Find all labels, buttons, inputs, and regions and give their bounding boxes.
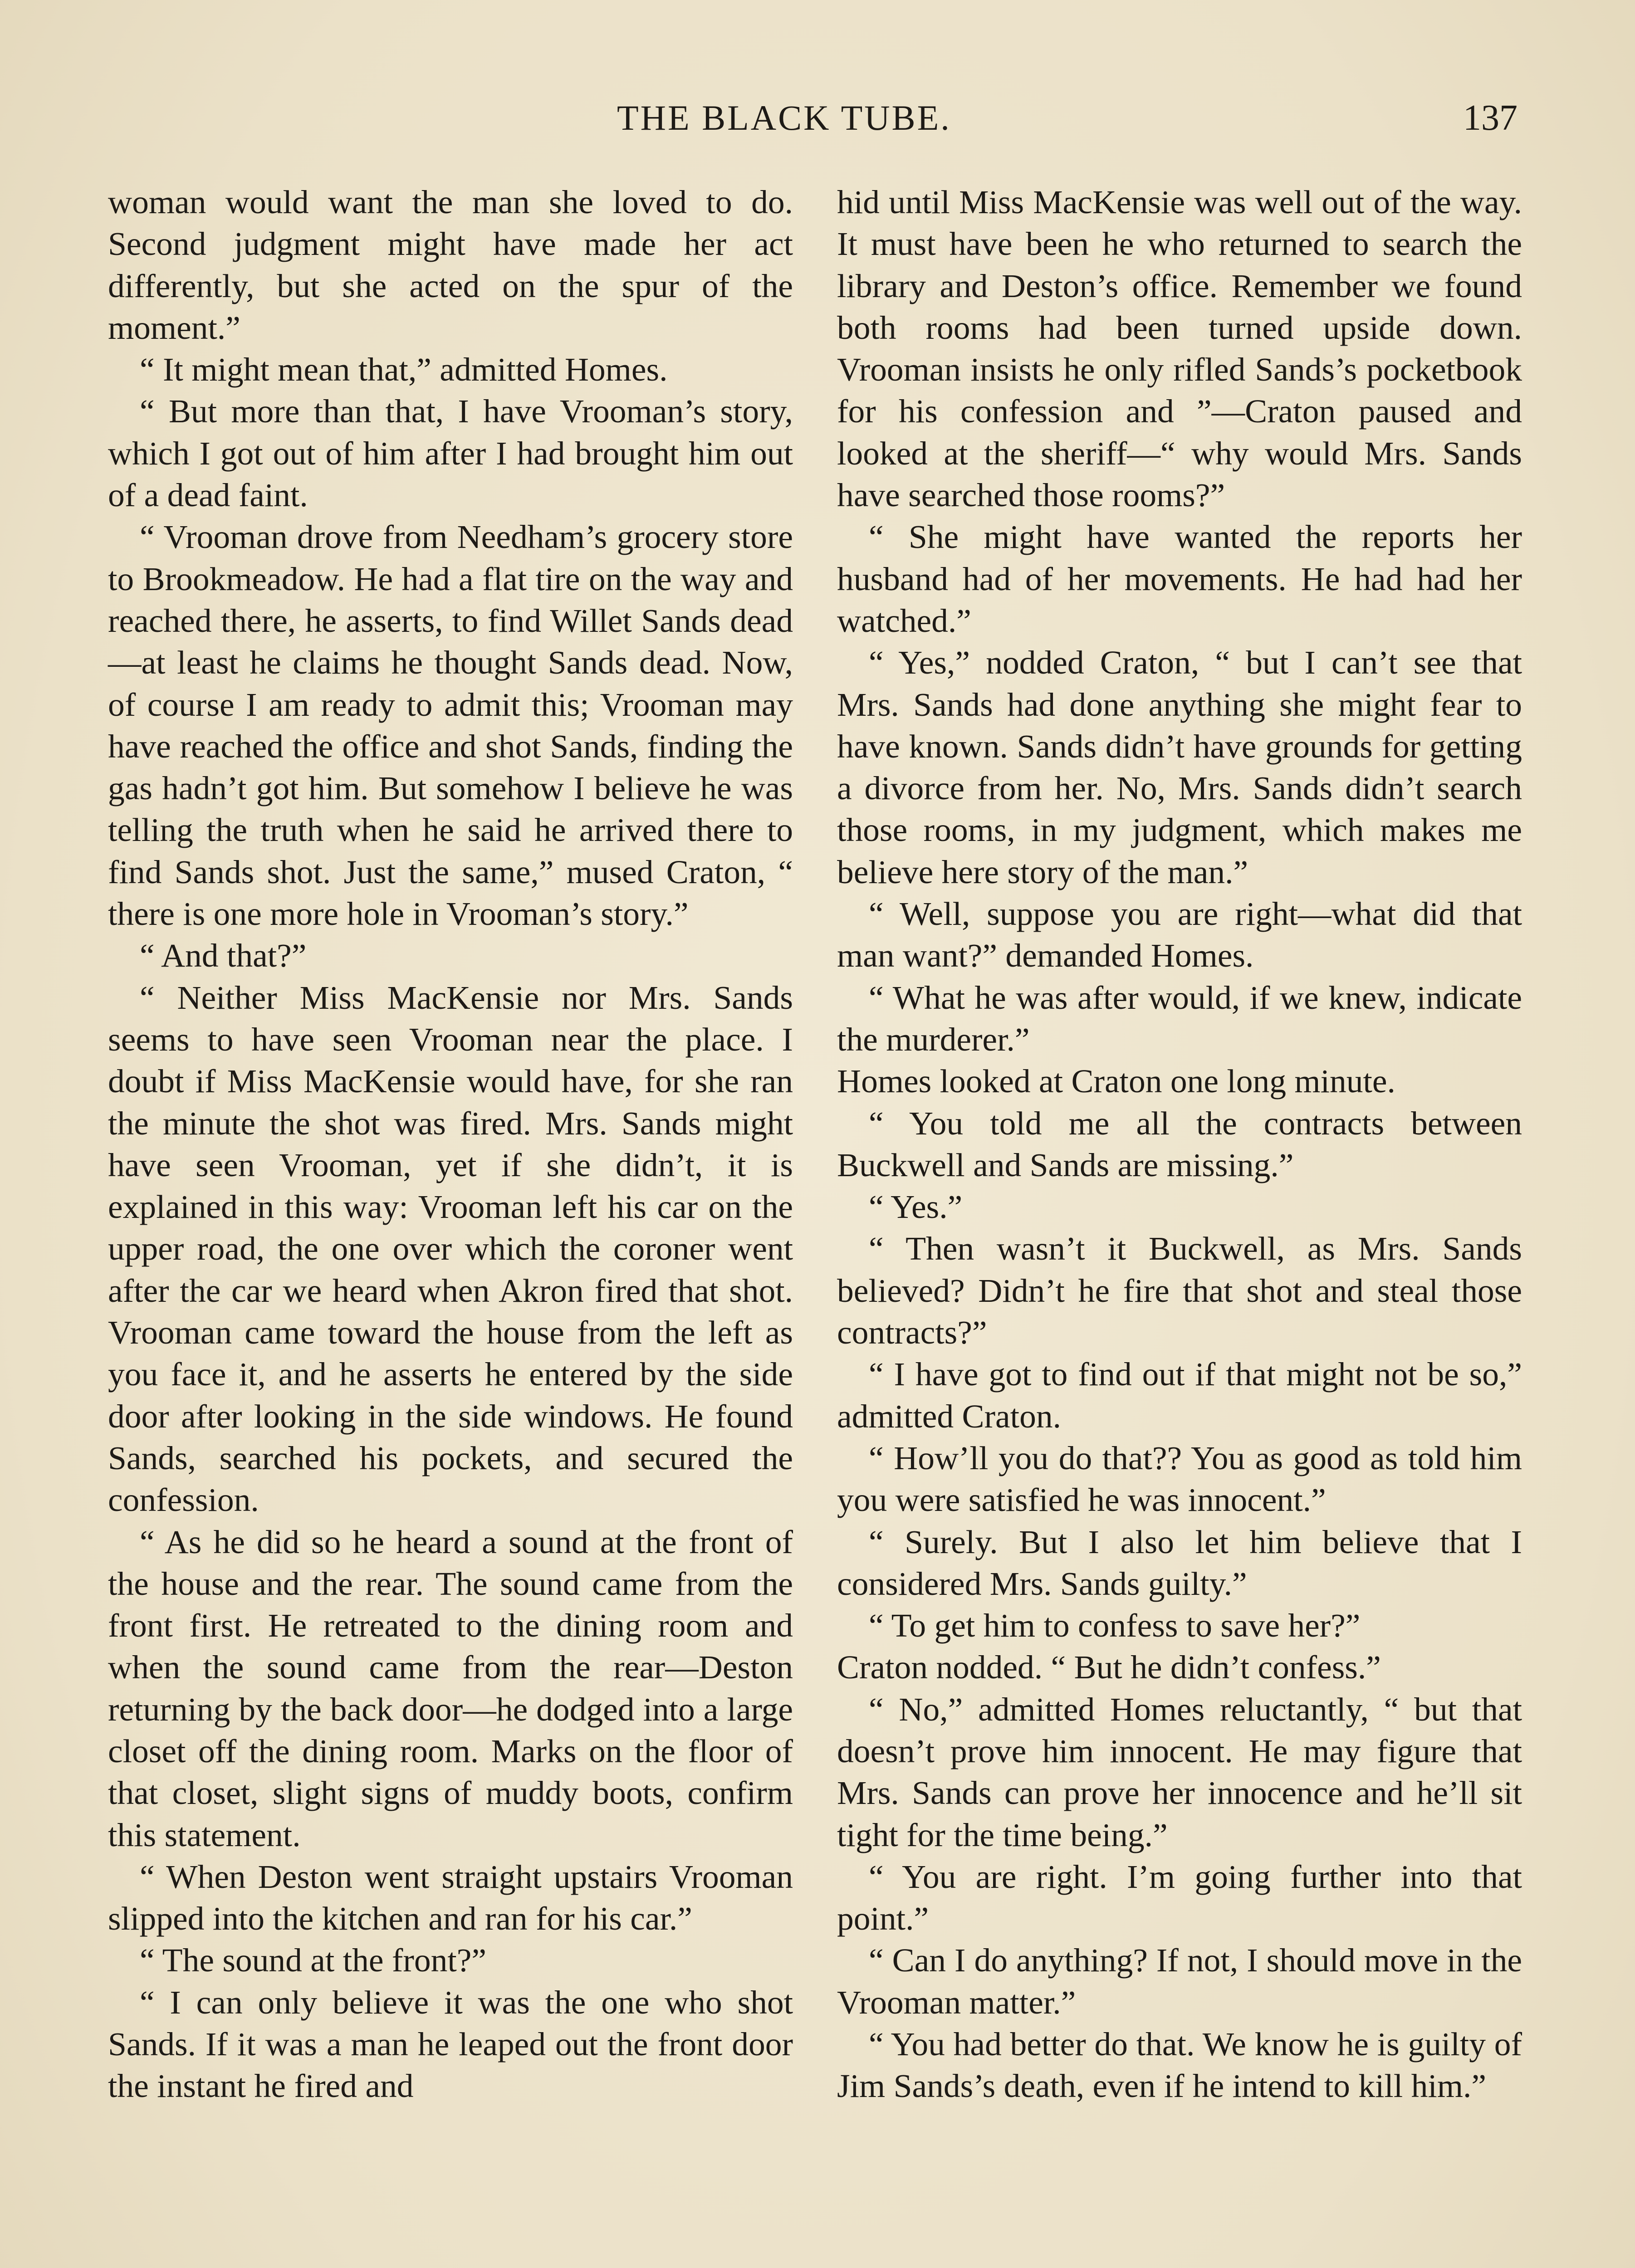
paragraph: Homes looked at Craton one long minute. <box>837 1063 1395 1100</box>
paragraph: “ As he did so he heard a sound at the front of the house and the rear. The sound came from the front first. He retreated to the dining room and when the sound came from the rear—Deston returning by the back door—he dodged into a large closet off the dining room. Marks on the floor of that closet, slight signs of muddy boots, confirm this statement. <box>108 1523 793 1853</box>
paragraph: “ And that?” <box>140 937 307 974</box>
paragraph: “ Yes.” <box>869 1188 963 1226</box>
paragraph: hid until Miss MacKensie was well out of the way. It must have been he who returned to search the library and Deston’s office. Remember we found both rooms had been turned upside down. Vrooman insists he only rifled Sands’s pocketbook for his confession and ”—Craton paused and looked at the sheriff—“ why would Mrs. Sands have searched those rooms?” <box>837 184 1522 514</box>
paragraph: “ You told me all the contracts between Buckwell and Sands are missing.” <box>837 1105 1522 1183</box>
paragraph: “ Then wasn’t it Buckwell, as Mrs. Sands believed? Didn’t he fire that shot and steal those contracts?” <box>837 1230 1522 1351</box>
running-head: THE BLACK TUBE. <box>617 98 951 137</box>
paragraph: “ To get him to confess to save her?” <box>869 1607 1361 1644</box>
page-number: 137 <box>1463 98 1518 138</box>
paragraph: “ You had better do that. We know he is guilty of Jim Sands’s death, even if he intend to kill him.” <box>837 2026 1522 2105</box>
paragraph: “ I have got to find out if that might not be so,” admitted Craton. <box>837 1356 1522 1435</box>
paragraph: “ Well, suppose you are right—what did that man want?” demanded Homes. <box>837 895 1522 974</box>
paragraph: “ What he was after would, if we knew, indicate the murderer.” <box>837 979 1522 1058</box>
paragraph: “ How’ll you do that?? You as good as told him you were satisfied he was innocent.” <box>837 1439 1522 1519</box>
paragraph: “ No,” admitted Homes reluctantly, “ but that doesn’t prove him innocent. He may figure that Mrs. Sands can prove her innocence and he’ll sit tight for the time being.” <box>837 1691 1522 1853</box>
paragraph: “ The sound at the front?” <box>140 1942 486 1979</box>
paragraph: “ She might have wanted the reports her husband had of her movements. He had had her watched.” <box>837 518 1522 639</box>
paragraph: “ Neither Miss MacKensie nor Mrs. Sands seems to have seen Vrooman near the place. I doubt if Miss MacKensie would have, for she ran the minute the shot was fired. Mrs. Sands might have seen Vrooman, yet if she didn’t, it is explained in this way: Vrooman left his car on the upper road, the one over which the coroner went after the car we heard when Akron fired that shot. Vrooman came toward the house from the left as you face it, and he asserts he entered by the side door after looking in the side windows. He found Sands, searched his pockets, and secured the confession. <box>108 979 793 1519</box>
paragraph: “ But more than that, I have Vrooman’s story, which I got out of him after I had brought him out of a dead faint. <box>108 393 793 514</box>
paragraph: “ Yes,” nodded Craton, “ but I can’t see that Mrs. Sands had done anything she might fear to have known. Sands didn’t have grounds for getting a divorce from her. No, Mrs. Sands didn’t search those rooms, in my judgment, which makes me believe here story of the man.” <box>837 644 1522 890</box>
paragraph: “ It might mean that,” admitted Homes. <box>140 351 668 388</box>
paragraph: “ Surely. But I also let him believe that I considered Mrs. Sands guilty.” <box>837 1523 1522 1602</box>
left-column <box>108 181 793 2107</box>
paragraph: “ You are right. I’m going further into that point.” <box>837 1858 1522 1937</box>
right-column <box>837 181 1522 2107</box>
paragraph: “ When Deston went straight upstairs Vrooman slipped into the kitchen and ran for his car.” <box>108 1858 793 1937</box>
paragraph: woman would want the man she loved to do. Second judgment might have made her act differently, but she acted on the spur of the moment.” <box>108 184 793 346</box>
paragraph: Craton nodded. “ But he didn’t confess.” <box>837 1649 1381 1686</box>
paragraph: “ Can I do anything? If not, I should move in the Vrooman matter.” <box>837 1942 1522 2021</box>
paragraph: “ I can only believe it was the one who shot Sands. If it was a man he leaped out the front door the instant he fired and <box>108 1984 793 2105</box>
paragraph: “ Vrooman drove from Needham’s grocery store to Brookmeadow. He had a flat tire on the way and reached there, he asserts, to find Willet Sands dead—at least he claims he thought Sands dead. Now, of course I am ready to admit this; Vrooman may have reached the office and shot Sands, finding the gas hadn’t got him. But somehow I believe he was telling the truth when he said he arrived there to find Sands shot. Just the same,” mused Craton, “ there is one more hole in Vrooman’s story.” <box>108 518 793 933</box>
